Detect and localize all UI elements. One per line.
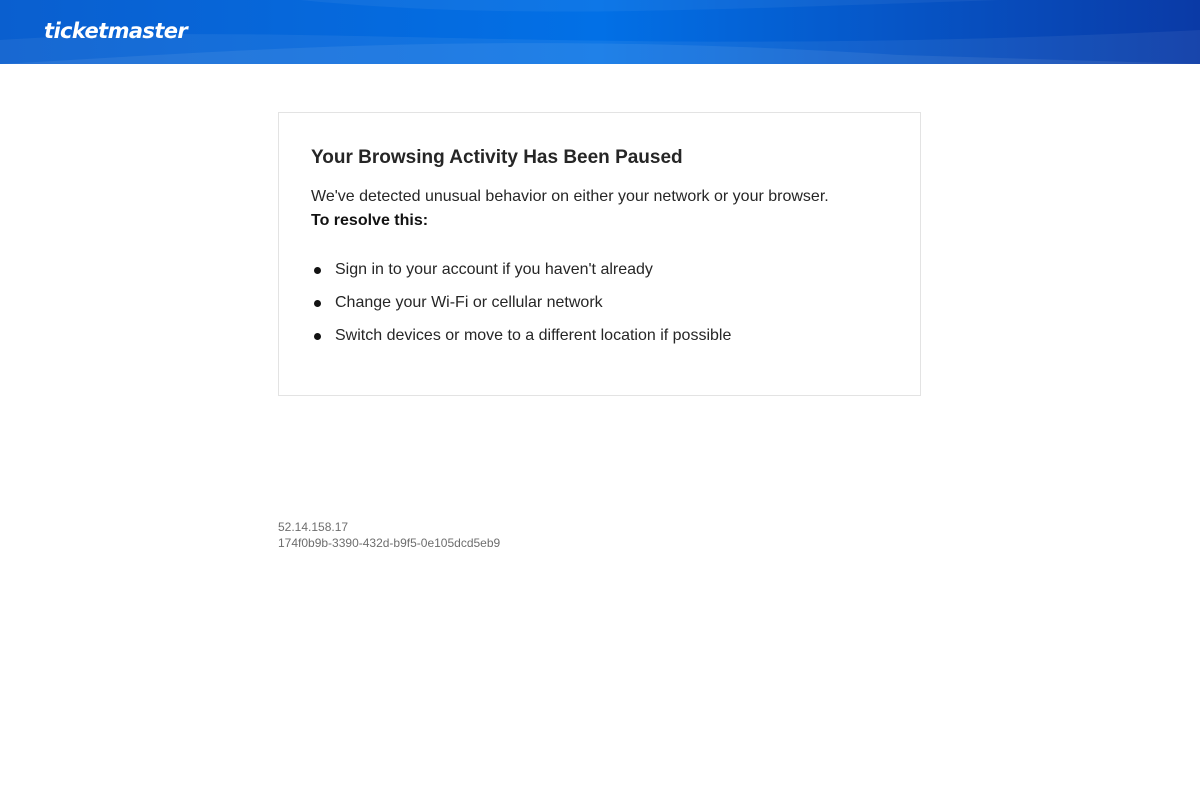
step-text: Change your Wi-Fi or cellular network <box>335 294 603 311</box>
bullet-icon <box>314 300 321 307</box>
list-item <box>311 292 731 325</box>
ip-address: 52.14.158.17 <box>278 520 349 534</box>
request-metadata <box>278 519 500 551</box>
list-item <box>311 325 731 358</box>
resolve-label: To resolve this: <box>311 212 429 229</box>
step-text: Sign in to your account if you haven't already <box>335 261 653 278</box>
step-text: Switch devices or move to a different location if possible <box>335 327 732 344</box>
list-item <box>311 259 731 292</box>
page-title: Your Browsing Activity Has Been Paused <box>311 147 683 168</box>
bullet-icon <box>314 267 321 274</box>
ticketmaster-logo[interactable]: ticketmaster <box>44 19 188 43</box>
notice-description: We've detected unusual behavior on either your network or your browser. <box>311 188 829 205</box>
resolution-steps-list <box>311 259 731 358</box>
header-bar <box>0 0 1200 64</box>
paused-notice-card <box>278 112 921 396</box>
request-id: 174f0b9b-3390-432d-b9f5-0e105dcd5eb9 <box>278 536 501 550</box>
bullet-icon <box>314 333 321 340</box>
